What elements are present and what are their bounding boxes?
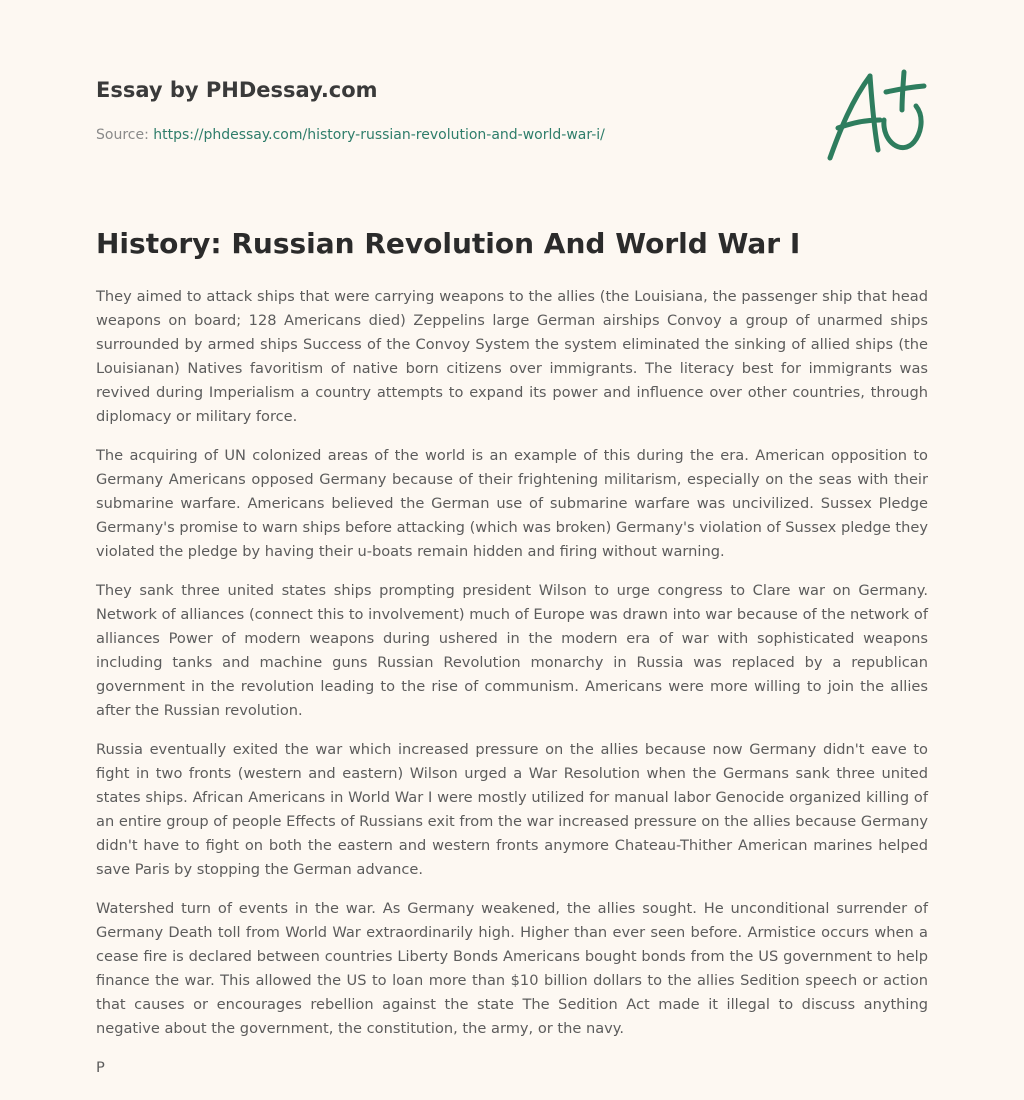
source-link[interactable]: https://phdessay.com/history-russian-revolution-and-world-war-i/ — [153, 127, 605, 143]
paragraph: The acquiring of UN colonized areas of the world is an example of this during the era. American opposition to Germany Americans opposed Germany because of their frightening militarism, especially on the seas with their submarine warfare. Americans believed the German use of submarine warfare was uncivilized. Sussex Pledge Germany's promise to warn ships before attacking (which was broken) Germany's violation of Sussex pledge they violated the pledge by having their u-boats remain hidden and firing without warning. — [96, 447, 928, 560]
paragraph: Russia eventually exited the war which increased pressure on the allies because now Germany didn't eave to fight in two fronts (western and eastern) Wilson urged a War Resolution when the Germans sank three united states ships. African Americans in World War I were mostly utilized for manual labor Genocide organized killing of an entire group of people Effects of Russians exit from the war increased pressure on the allies because Germany didn't have to fight on both the eastern and western fronts anymore Chateau-Thither American marines helped save Paris by stopping the German advance. — [96, 741, 928, 878]
source-line — [96, 124, 796, 146]
article-title: History: Russian Revolution And World War I — [96, 227, 801, 260]
paragraph: They aimed to attack ships that were carrying weapons to the allies (the Louisiana, the passenger ship that head weapons on board; 128 Americans died) Zeppelins large German airships Convoy a group of unarmed ships surrounded by armed ships Success of the Convoy System the system eliminated the sinking of allied ships (the Louisianan) Natives favoritism of native born citizens over immigrants. The literacy best for immigrants was revived during Imperialism a country attempts to expand its power and influence over other countries, through diplomacy or military force. — [96, 288, 928, 425]
paragraph: Watershed turn of events in the war. As Germany weakened, the allies sought. He unconditional surrender of Germany Death toll from World War extraordinarily high. Higher than ever seen before. Armistice occurs when a cease fire is declared between countries Liberty Bonds Americans bought bonds from the US government to help finance the war. This allowed the US to loan more than $10 billion dollars to the allies Sedition speech or action that causes or encourages rebellion against the state The Sedition Act made it illegal to discuss anything negative about the government, the constitution, the army, or the navy. — [96, 900, 928, 1037]
a-plus-logo-icon — [818, 64, 930, 168]
brand-title: Essay by PHDessay.com — [96, 78, 378, 102]
paragraph: They sank three united states ships prompting president Wilson to urge congress to Clare war on Germany. Network of alliances (connect this to involvement) much of Europe was drawn into war because of the network of alliances Power of modern weapons during ushered in the modern era of war with sophisticated weapons including tanks and machine guns Russian Revolution monarchy in Russia was replaced by a republican government in the revolution leading to the rise of communism. Americans were more willing to join the allies after the Russian revolution. — [96, 582, 928, 719]
paragraph-truncated: P — [96, 1059, 105, 1076]
essay-header — [96, 72, 796, 146]
article-body — [96, 285, 928, 1095]
source-label: Source: — [96, 127, 149, 143]
